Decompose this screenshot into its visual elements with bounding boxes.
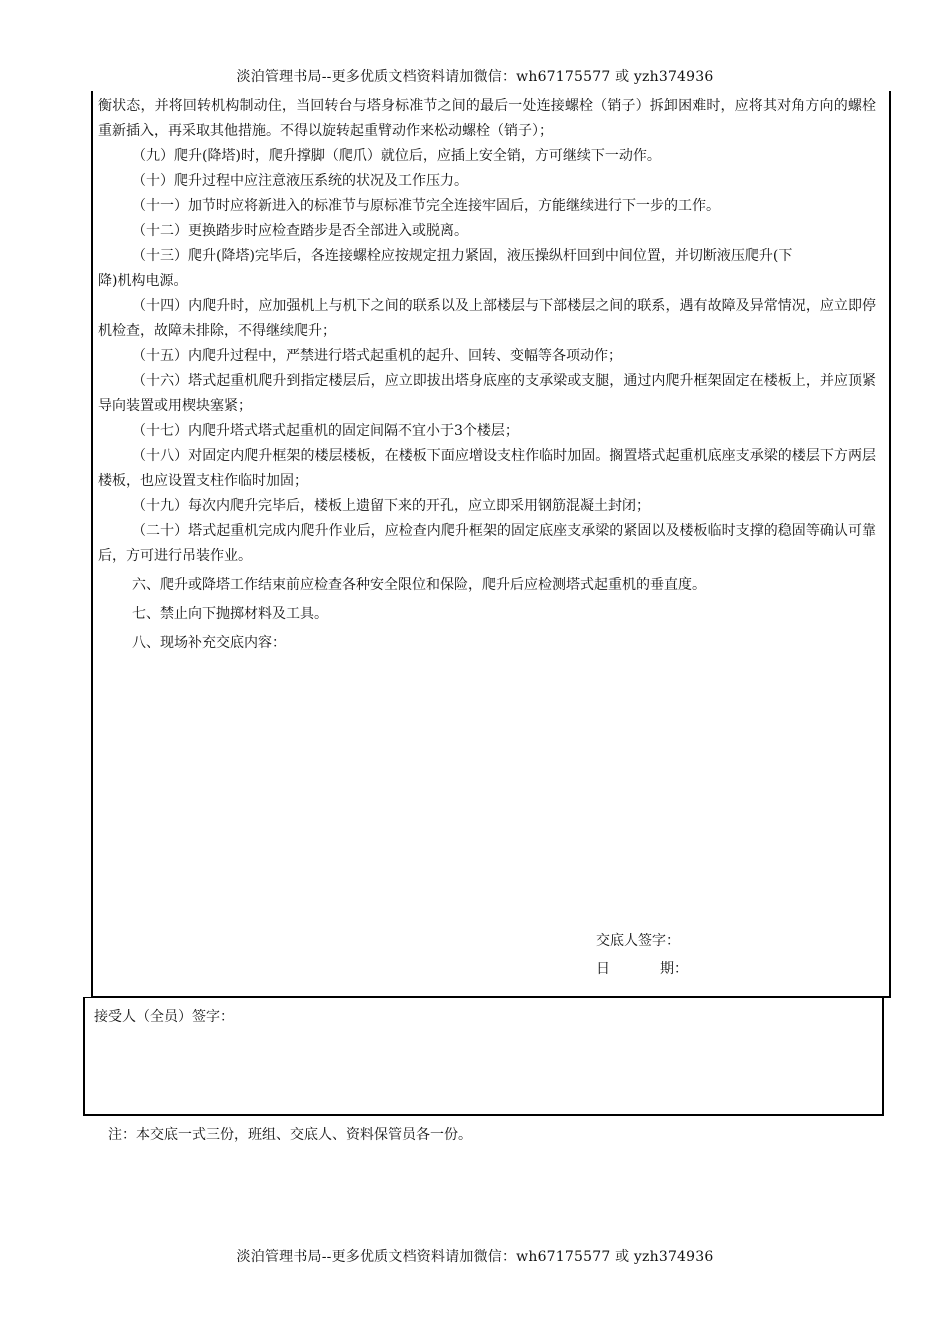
paragraph-continuation: 衡状态，并将回转机构制动住，当回转台与塔身标准节之间的最后一处连接螺栓（销子）拆卸困难时，应将其对角方向的螺栓重新插入，再采取其他措施。不得以旋转起重臂动作来松动螺栓（销子）； (98, 98, 876, 139)
footnote: 注：本交底一式三份，班组、交底人、资料保管员各一份。 (108, 1127, 472, 1143)
paragraph-item-18: （十八）对固定内爬升框架的楼层楼板，在楼板下面应增设支柱作临时加固。搁置塔式起重机底座支承梁的楼层下方两层楼板，也应设置支柱作临时加固； (98, 448, 876, 489)
paragraph-item-19: （十九）每次内爬升完毕后，楼板上遗留下来的开孔，应立即采用钢筋混凝土封闭； (132, 498, 650, 514)
paragraph-item-10: （十）爬升过程中应注意液压系统的状况及工作压力。 (132, 173, 468, 189)
paragraph-section-7: 七、禁止向下抛掷材料及工具。 (132, 606, 328, 622)
paragraph-item-14: （十四）内爬升时，应加强机上与机下之间的联系以及上部楼层与下部楼层之间的联系，遇有故障及异常情况，应立即停机检查，故障未排除，不得继续爬升； (98, 298, 876, 339)
date-label-left: 日 (596, 961, 610, 977)
paragraph-item-13: （十三）爬升(降塔)完毕后，各连接螺栓应按规定扭力紧固，液压操纵杆回到中间位置，并切断液压爬升(下 (132, 248, 793, 264)
paragraph-item-9: （九）爬升(降塔)时，爬升撑脚（爬爪）就位后，应插上安全销，方可继续下一动作。 (132, 148, 661, 164)
discloser-signature-label: 交底人签字： (596, 933, 680, 949)
page-footer: 淡泊管理书局--更多优质文档资料请加微信：wh67175577 或 yzh374936 (236, 1249, 714, 1265)
receiver-signature-label: 接受人（全员）签字： (94, 1009, 234, 1025)
paragraph-section-8: 八、现场补充交底内容： (132, 635, 286, 651)
paragraph-item-16: （十六）塔式起重机爬升到指定楼层后，应立即拔出塔身底座的支承梁或支腿，通过内爬升框架固定在楼板上，并应顶紧导向装置或用楔块塞紧； (98, 373, 876, 414)
paragraph-item-17: （十七）内爬升塔式塔式起重机的固定间隔不宜小于3个楼层； (132, 423, 519, 439)
date-label (596, 958, 688, 978)
disclosure-content (98, 94, 876, 656)
paragraph-item-13-cont: 降)机构电源。 (98, 273, 188, 289)
date-label-right: 期： (660, 961, 688, 977)
paragraph-item-11: （十一）加节时应将新进入的标准节与原标准节完全连接牢固后，方能继续进行下一步的工作。 (132, 198, 720, 214)
paragraph-section-6: 六、爬升或降塔工作结束前应检查各种安全限位和保险，爬升后应检测塔式起重机的垂直度。 (132, 577, 706, 593)
paragraph-item-15: （十五）内爬升过程中，严禁进行塔式起重机的起升、回转、变幅等各项动作； (132, 348, 622, 364)
paragraph-item-20: （二十）塔式起重机完成内爬升作业后，应检查内爬升框架的固定底座支承梁的紧固以及楼板临时支撑的稳固等确认可靠后，方可进行吊装作业。 (98, 523, 876, 564)
page-header: 淡泊管理书局--更多优质文档资料请加微信：wh67175577 或 yzh374936 (236, 69, 714, 85)
paragraph-item-12: （十二）更换踏步时应检查踏步是否全部进入或脱离。 (132, 223, 468, 239)
